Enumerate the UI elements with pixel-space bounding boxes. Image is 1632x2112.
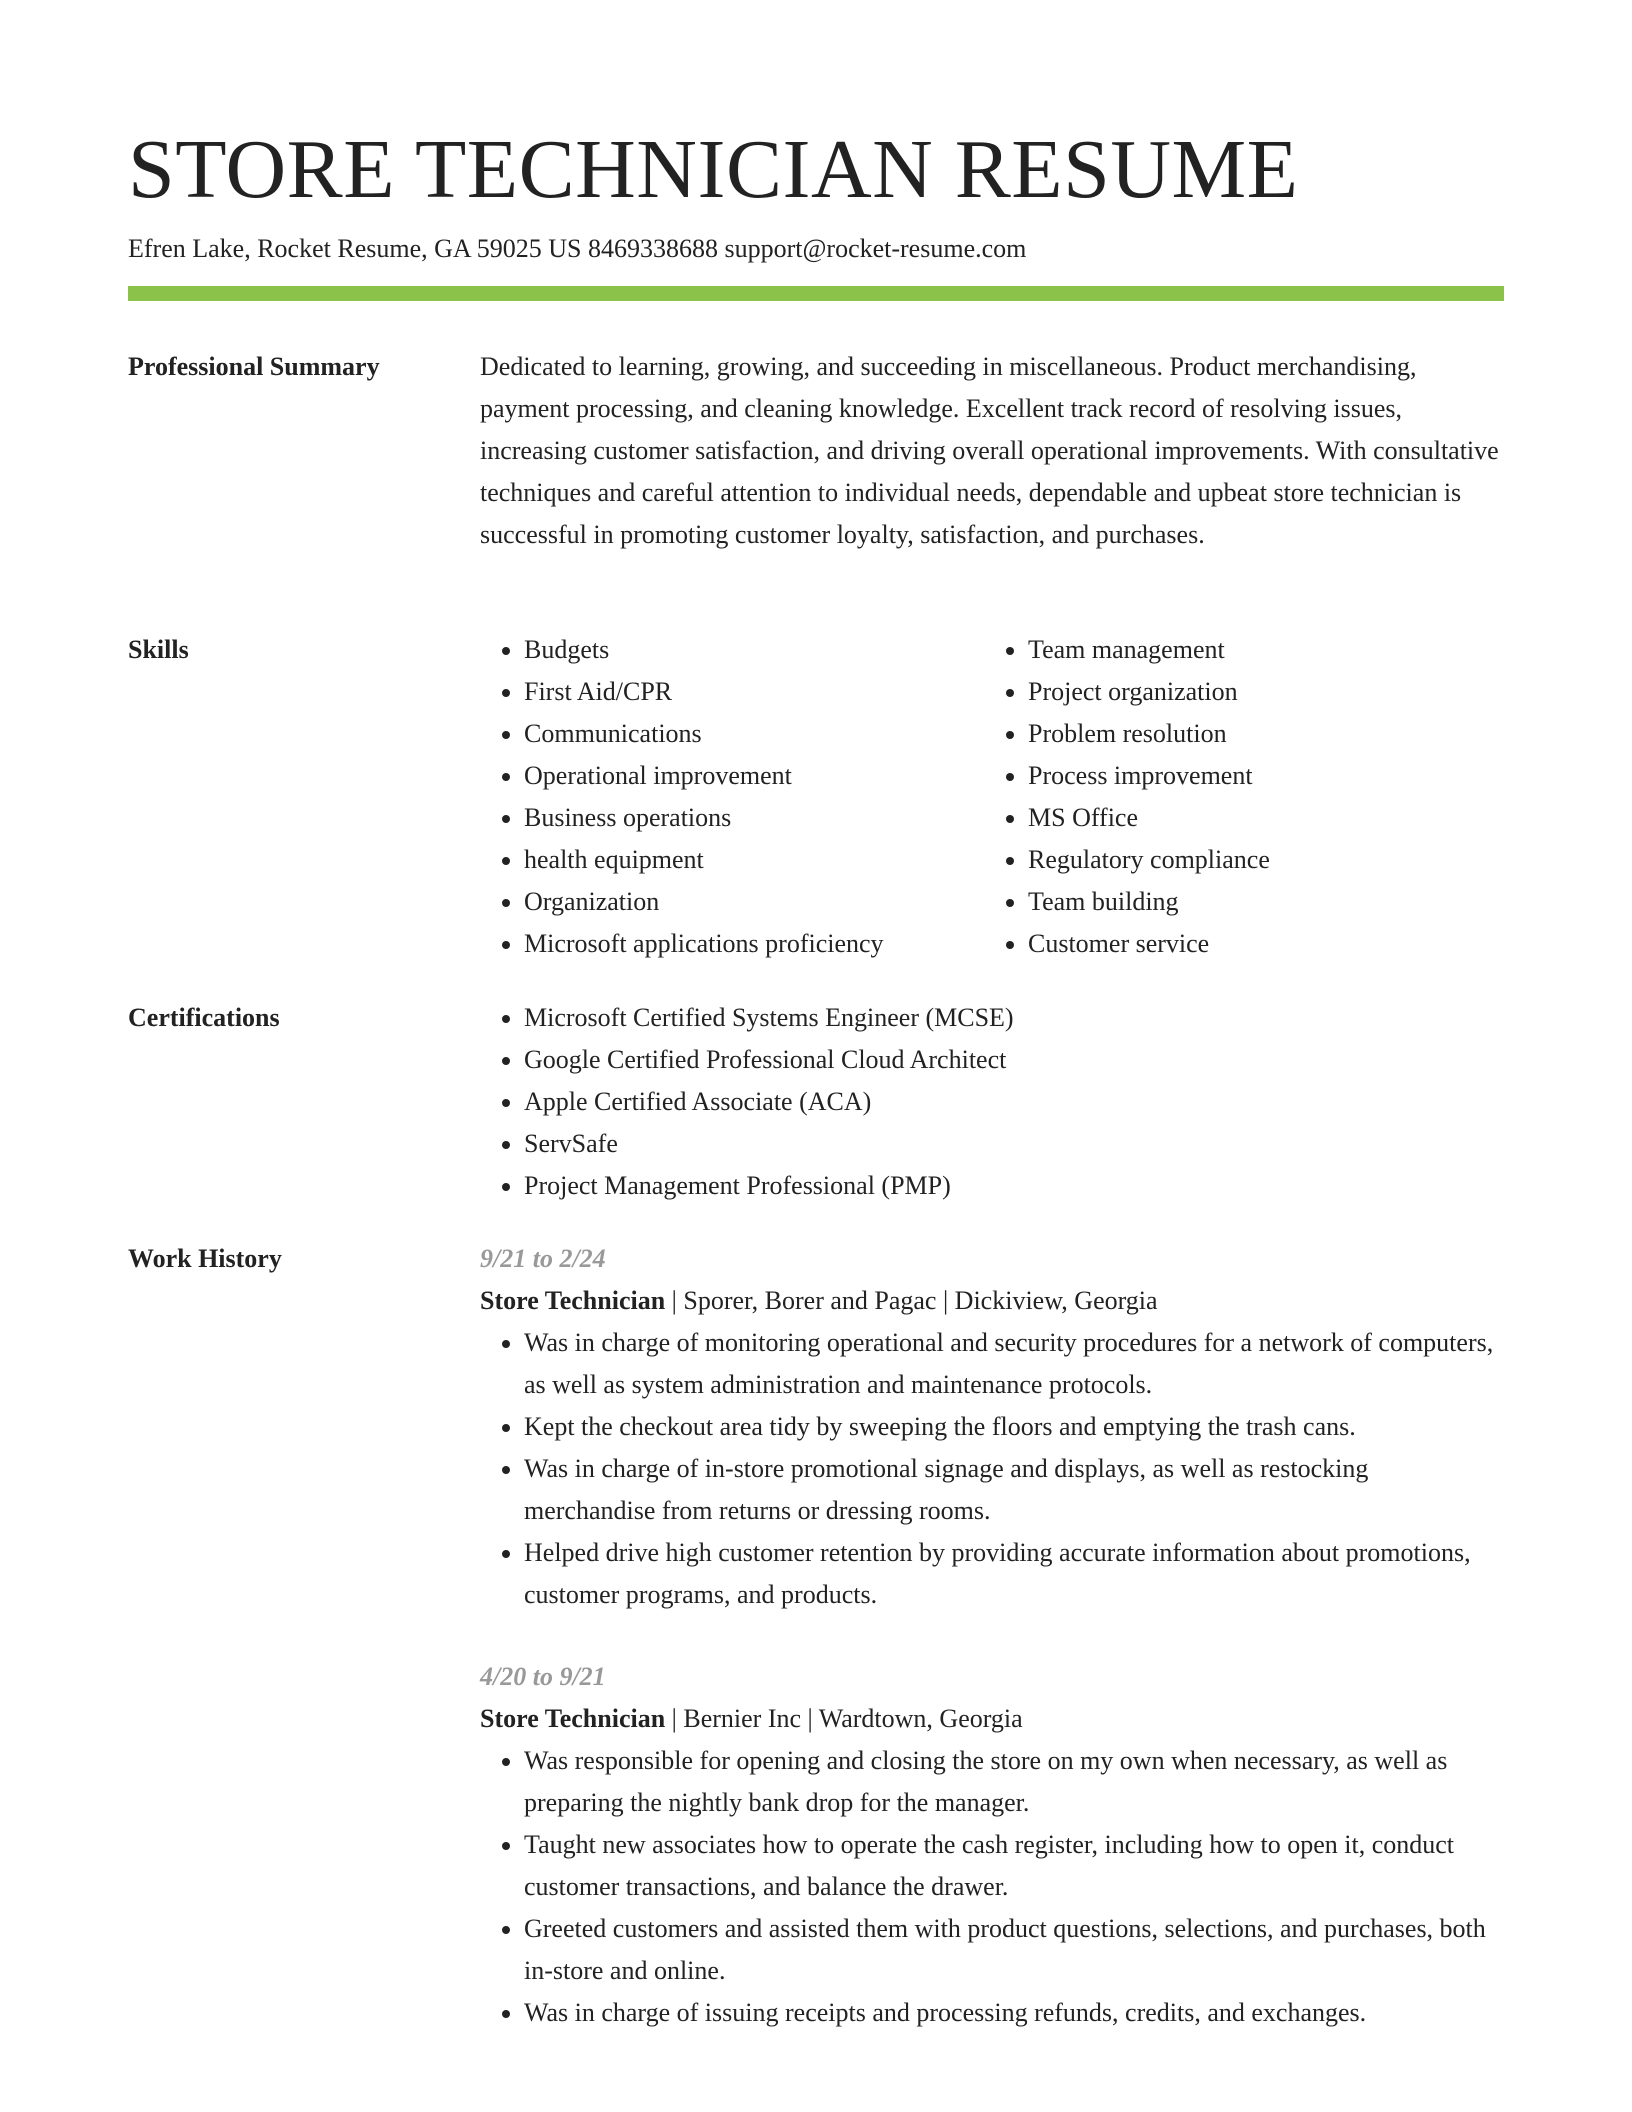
skill-item: • Process improvement <box>1028 755 1488 797</box>
skill-item: • Problem resolution <box>1028 713 1488 755</box>
job-title-line <box>480 1280 1504 1322</box>
job-title-line <box>480 1698 1504 1740</box>
certifications-label: Certifications <box>128 1003 280 1032</box>
skills-content <box>480 629 1504 965</box>
job-duty-item: • Was in charge of issuing receipts and processing refunds, credits, and exchanges. <box>524 1992 1504 2034</box>
work-history-content <box>480 1238 1504 2034</box>
certification-item: • Google Certified Professional Cloud Architect <box>524 1039 1504 1081</box>
skill-item: • Customer service <box>1028 923 1488 965</box>
skill-item: • MS Office <box>1028 797 1488 839</box>
skill-item: • Operational improvement <box>524 755 984 797</box>
skill-item: • Organization <box>524 881 984 923</box>
certifications-content <box>480 997 1504 1207</box>
summary-label: Professional Summary <box>128 352 380 381</box>
summary-content <box>480 346 1504 556</box>
job-dates: 9/21 to 2/24 <box>480 1244 606 1273</box>
job-duty-item: • Greeted customers and assisted them with product questions, selections, and purchases, both in-store and online. <box>524 1908 1504 1992</box>
job-entry <box>480 1238 1504 1616</box>
contact-line: Efren Lake, Rocket Resume, GA 59025 US 8469338688 support@rocket-resume.com <box>128 234 1027 263</box>
skill-item: • Budgets <box>524 629 984 671</box>
work-history-label: Work History <box>128 1244 282 1273</box>
skill-item: • Business operations <box>524 797 984 839</box>
summary-text: Dedicated to learning, growing, and succeeding in miscellaneous. Product merchandising, payment processing, and cleaning knowledge. Excellent track record of resolving issues, increasing customer satisfaction, and driving overall operational improvements. With consultative techniques and careful attention to individual needs, dependable and upbeat store technician is successful in promoting customer loyalty, satisfaction, and purchases. <box>480 352 1499 549</box>
job-entry <box>480 1656 1504 2034</box>
skill-item: • Team building <box>1028 881 1488 923</box>
job-duty-item: • Taught new associates how to operate the cash register, including how to open it, conduct customer transactions, and balance the drawer. <box>524 1824 1504 1908</box>
skill-item: • First Aid/CPR <box>524 671 984 713</box>
job-duty-item: • Was in charge of in-store promotional signage and displays, as well as restocking merchandise from returns or dressing rooms. <box>524 1448 1504 1532</box>
certification-item: • Microsoft Certified Systems Engineer (MCSE) <box>524 997 1504 1039</box>
job-role: Store Technician <box>480 1704 666 1733</box>
skills-column-right <box>984 629 1488 965</box>
skills-column-left <box>480 629 984 965</box>
job-duty-item: • Was responsible for opening and closing the store on my own when necessary, as well as preparing the nightly bank drop for the manager. <box>524 1740 1504 1824</box>
accent-divider <box>128 286 1504 301</box>
certification-item: • Project Management Professional (PMP) <box>524 1165 1504 1207</box>
job-duty-item: • Helped drive high customer retention by providing accurate information about promotions, customer programs, and products. <box>524 1532 1504 1616</box>
skill-item: • health equipment <box>524 839 984 881</box>
job-dates: 4/20 to 9/21 <box>480 1662 606 1691</box>
job-duties <box>480 1740 1504 2034</box>
job-duty-item: • Kept the checkout area tidy by sweeping the floors and emptying the trash cans. <box>524 1406 1504 1448</box>
skill-item: • Regulatory compliance <box>1028 839 1488 881</box>
skills-label: Skills <box>128 635 189 664</box>
job-duty-item: • Was in charge of monitoring operational and security procedures for a network of computers, as well as system administration and maintenance protocols. <box>524 1322 1504 1406</box>
resume-title: STORE TECHNICIAN RESUME <box>128 123 1299 216</box>
job-company-location: | Sporer, Borer and Pagac | Dickiview, Georgia <box>665 1286 1158 1315</box>
job-duties <box>480 1322 1504 1616</box>
certification-item: • Apple Certified Associate (ACA) <box>524 1081 1504 1123</box>
certification-item: • ServSafe <box>524 1123 1504 1165</box>
skill-item: • Project organization <box>1028 671 1488 713</box>
skill-item: • Microsoft applications proficiency <box>524 923 984 965</box>
skill-item: • Team management <box>1028 629 1488 671</box>
job-company-location: | Bernier Inc | Wardtown, Georgia <box>665 1704 1023 1733</box>
skill-item: • Communications <box>524 713 984 755</box>
job-role: Store Technician <box>480 1286 666 1315</box>
